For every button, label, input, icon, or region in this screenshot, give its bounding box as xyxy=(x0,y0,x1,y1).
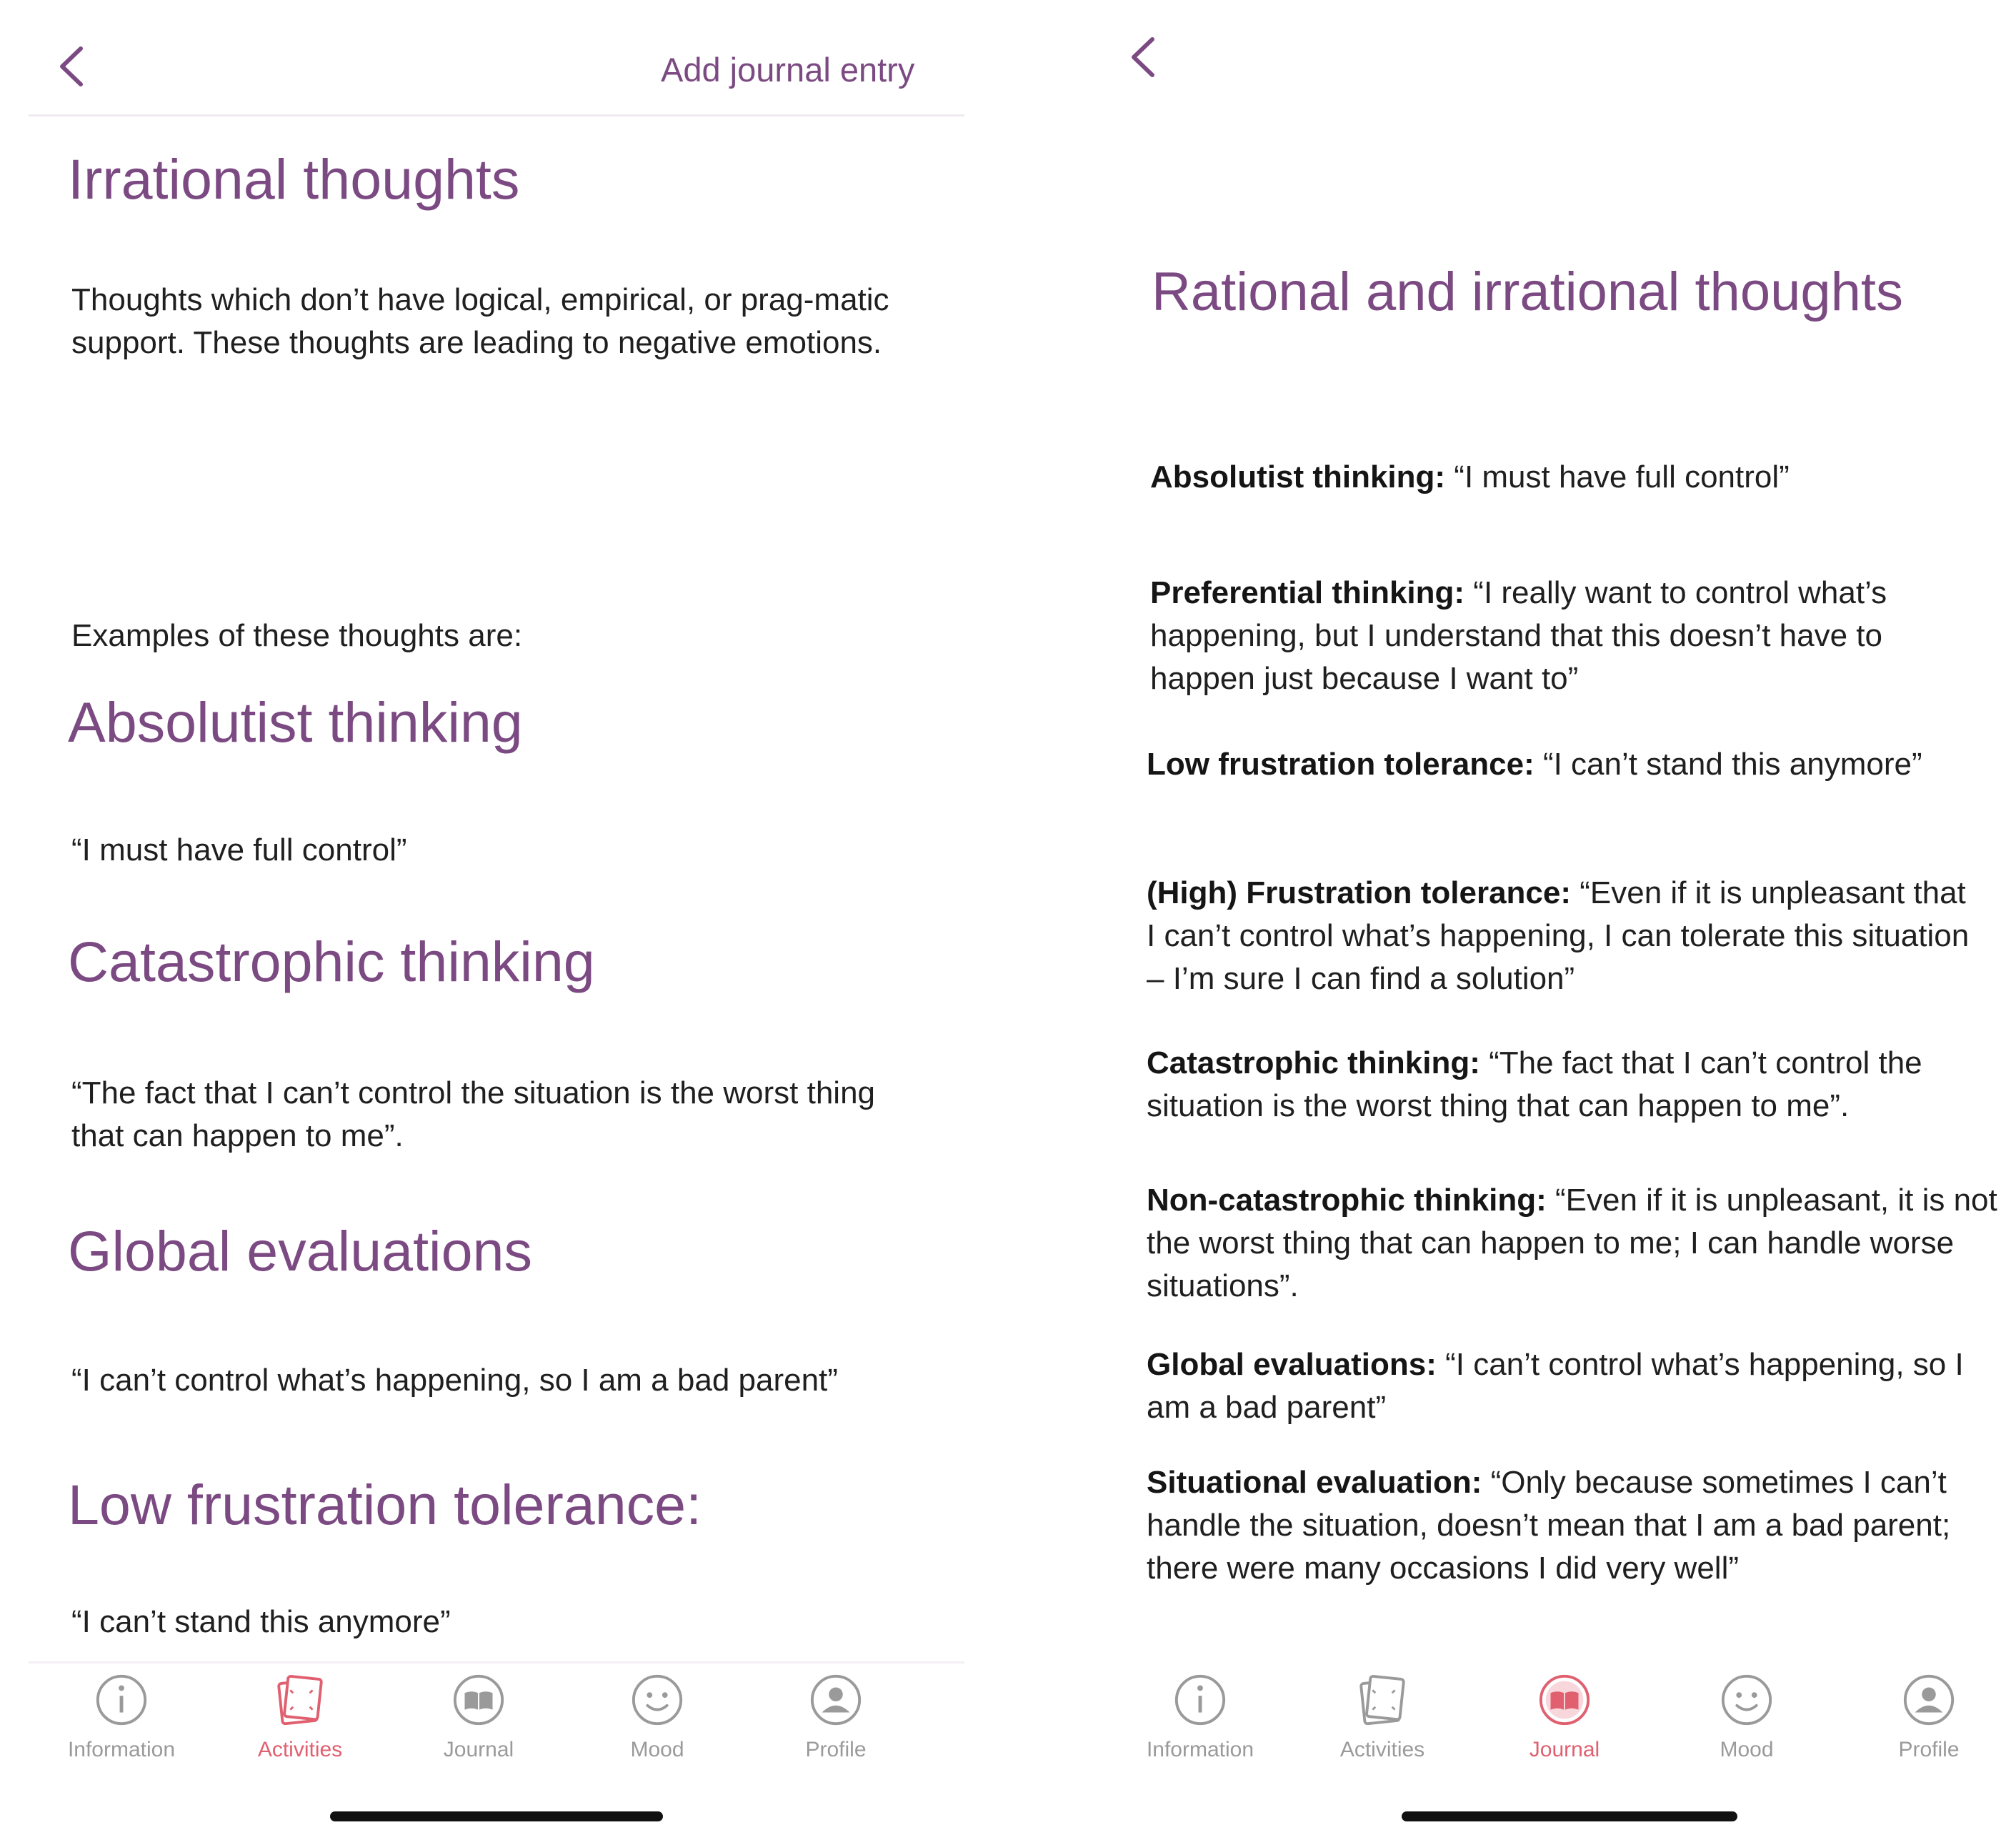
thought-item xyxy=(1147,743,2004,786)
thought-term: Low frustration tolerance: xyxy=(1147,747,1535,782)
tab-information[interactable] xyxy=(1129,1672,1272,1762)
chevron-left-icon xyxy=(54,45,89,88)
section-heading: Global evaluations xyxy=(68,1219,532,1283)
mood-icon xyxy=(1719,1672,1775,1728)
thought-text: “The fact that I can’t control the situation is the worst thing that can happen to me”. xyxy=(1147,1045,1922,1123)
tab-label: Mood xyxy=(1720,1738,1774,1761)
section-quote: “I can’t stand this anymore” xyxy=(71,1604,451,1639)
thought-item xyxy=(1147,1343,2011,1429)
bottom-tab-bar xyxy=(50,1672,907,1762)
tab-activities[interactable] xyxy=(1311,1672,1454,1762)
thought-term: Global evaluations: xyxy=(1147,1347,1437,1382)
section-quote: “The fact that I can’t control the situation is the worst thing that can happen to me”. xyxy=(71,1075,876,1153)
thought-item xyxy=(1147,1042,1990,1128)
thought-text: “Even if it is unpleasant that I can’t control what’s happening, I can tolerate this situation – I’m sure I can find a solution” xyxy=(1147,875,1970,996)
back-button[interactable] xyxy=(39,34,104,99)
tab-label: Information xyxy=(1146,1738,1254,1761)
thought-text: “I can’t control what’s happening, so I am a bad parent” xyxy=(1147,1347,1964,1425)
tab-label: Profile xyxy=(805,1738,867,1761)
rational-irrational-thoughts-screen xyxy=(1100,0,2016,1845)
journal-icon xyxy=(451,1672,507,1728)
tab-journal[interactable] xyxy=(1493,1672,1636,1762)
thought-item xyxy=(1147,872,1982,1000)
tab-journal[interactable] xyxy=(407,1672,550,1762)
thought-term: Absolutist thinking: xyxy=(1150,459,1446,494)
info-icon xyxy=(94,1672,149,1728)
thought-item xyxy=(1147,1179,2004,1308)
header-divider xyxy=(29,114,964,116)
home-indicator[interactable] xyxy=(330,1811,663,1821)
profile-icon xyxy=(808,1672,864,1728)
section-heading: Catastrophic thinking xyxy=(68,930,595,993)
thought-term: Catastrophic thinking: xyxy=(1147,1045,1480,1080)
info-icon xyxy=(1172,1672,1228,1728)
section-heading: Absolutist thinking xyxy=(68,690,523,754)
tab-activities[interactable] xyxy=(229,1672,371,1762)
tab-information[interactable] xyxy=(50,1672,193,1762)
thought-term: (High) Frustration tolerance: xyxy=(1147,875,1572,910)
intro-text: Thoughts which don’t have logical, empirical, or prag-matic support. These thoughts are leading to negative emotions. xyxy=(71,282,889,360)
tab-label: Activities xyxy=(1339,1738,1425,1761)
add-journal-entry-button[interactable]: Add journal entry xyxy=(661,51,915,89)
thought-term: Non-catastrophic thinking: xyxy=(1147,1183,1547,1218)
tab-label: Profile xyxy=(1898,1738,1960,1761)
profile-icon xyxy=(1901,1672,1957,1728)
page-title: Rational and irrational thoughts xyxy=(1152,262,1904,322)
thought-item xyxy=(1150,456,1993,499)
thought-text: “Even if it is unpleasant, it is not the worst thing that can happen to me; I can handle worse situations”. xyxy=(1147,1183,1997,1303)
tab-label: Journal xyxy=(1529,1738,1600,1761)
activities-icon xyxy=(272,1672,328,1728)
back-button[interactable] xyxy=(1111,25,1175,89)
thought-text: “I must have full control” xyxy=(1445,459,1790,494)
tab-profile[interactable] xyxy=(1857,1672,2000,1762)
thought-term: Preferential thinking: xyxy=(1150,575,1465,610)
irrational-thoughts-screen xyxy=(0,0,986,1845)
bottom-tab-bar xyxy=(1129,1672,2000,1762)
tab-label: Journal xyxy=(443,1738,514,1761)
chevron-left-icon xyxy=(1125,36,1161,79)
tab-mood[interactable] xyxy=(586,1672,729,1762)
tab-label: Information xyxy=(67,1738,176,1761)
section-quote: “I must have full control” xyxy=(71,832,407,867)
mood-icon xyxy=(629,1672,685,1728)
journal-icon xyxy=(1537,1672,1592,1728)
tab-label: Mood xyxy=(630,1738,684,1761)
thought-item xyxy=(1147,1461,2011,1590)
section-heading: Low frustration tolerance: xyxy=(68,1473,702,1536)
tab-mood[interactable] xyxy=(1675,1672,1818,1762)
examples-intro: Examples of these thoughts are: xyxy=(71,618,523,653)
page-title: Irrational thoughts xyxy=(68,147,520,211)
section-quote: “I can’t control what’s happening, so I am a bad parent” xyxy=(71,1363,838,1398)
thought-term: Situational evaluation: xyxy=(1147,1465,1482,1500)
thought-text: “I can’t stand this anymore” xyxy=(1534,747,1922,782)
thought-text: “Only because sometimes I can’t handle the situation, doesn’t mean that I am a bad parent; there were many occasions I did very well” xyxy=(1147,1465,1951,1586)
home-indicator[interactable] xyxy=(1402,1811,1737,1821)
thought-item xyxy=(1150,572,1965,700)
thought-text: “I really want to control what’s happening, but I understand that this doesn’t have to happen just because I want to” xyxy=(1150,575,1887,696)
tab-label: Activities xyxy=(257,1738,343,1761)
activities-icon xyxy=(1354,1672,1410,1728)
tab-profile[interactable] xyxy=(764,1672,907,1762)
tabbar-divider xyxy=(29,1661,964,1664)
